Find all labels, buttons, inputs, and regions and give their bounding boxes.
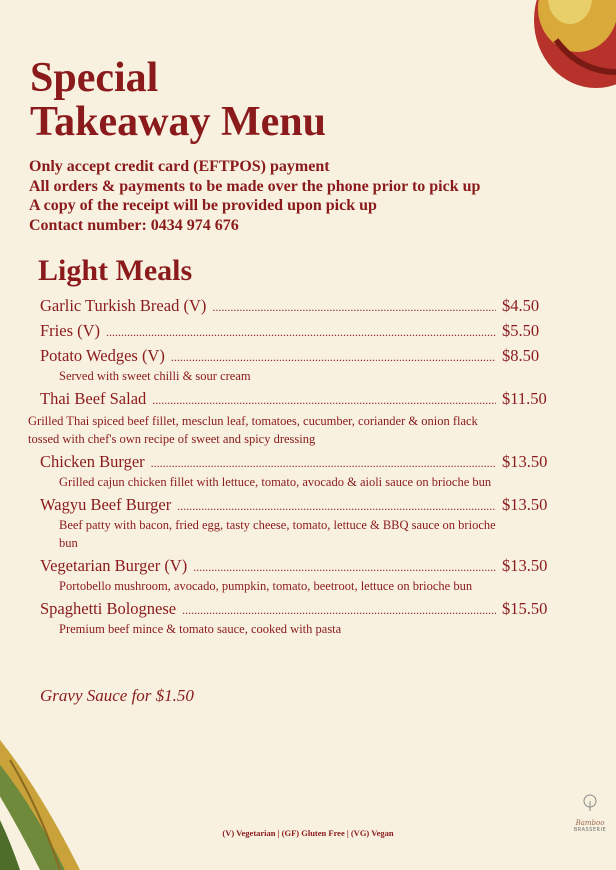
brand-logo xyxy=(568,794,612,844)
logo-script: Bamboo xyxy=(575,819,605,827)
section-title: Light Meals xyxy=(38,254,193,287)
item-description: Grilled cajun chicken fillet with lettuce, tomato, avocado & aioli sauce on brioche bun xyxy=(59,475,492,489)
item-description: Premium beef mince & tomato sauce, cooked with pasta xyxy=(59,622,342,636)
item-price: $5.50 xyxy=(502,321,540,340)
leader-dots xyxy=(152,390,496,410)
item-name: Chicken Burger xyxy=(40,452,145,471)
leader-dots xyxy=(182,600,496,620)
leader-dots xyxy=(106,322,496,342)
menu-item xyxy=(40,495,560,552)
leader-dots xyxy=(193,557,496,577)
item-price: $4.50 xyxy=(502,296,540,315)
notice-block xyxy=(29,157,589,235)
logo-word: BRASSERIE xyxy=(573,827,607,833)
item-price: $11.50 xyxy=(502,389,547,408)
notice-receipt: A copy of the receipt will be provided upon pick up xyxy=(29,197,377,214)
item-name: Wagyu Beef Burger xyxy=(40,495,172,514)
menu-item xyxy=(40,556,560,595)
item-description: Grilled Thai spiced beef fillet, mesclun leaf, tomatoes, cucumber, coriander & onion flack tossed with chef's own recipe of sweet and spicy dressing xyxy=(28,414,478,446)
item-description: Beef patty with bacon, fried egg, tasty cheese, tomato, lettuce & BBQ sauce on brioche bun xyxy=(59,518,496,550)
page-title xyxy=(30,56,326,144)
item-name: Spaghetti Bolognese xyxy=(40,599,177,618)
item-description: Served with sweet chilli & sour cream xyxy=(59,369,251,383)
item-price: $13.50 xyxy=(502,495,548,514)
menu-item xyxy=(40,452,560,491)
item-name: Garlic Turkish Bread (V) xyxy=(40,296,207,315)
menu-item xyxy=(40,296,560,317)
dietary-legend: (V) Vegetarian | (GF) Gluten Free | (VG) Vegan xyxy=(222,828,394,838)
item-name: Vegetarian Burger (V) xyxy=(40,556,188,575)
gravy-note: Gravy Sauce for $1.50 xyxy=(40,686,194,705)
item-price: $13.50 xyxy=(502,452,548,471)
item-name: Fries (V) xyxy=(40,321,101,340)
item-description: Portobello mushroom, avocado, pumpkin, tomato, beetroot, lettuce on brioche bun xyxy=(59,579,473,593)
menu-item xyxy=(40,346,560,385)
corn-illustration xyxy=(0,720,90,870)
item-name: Potato Wedges (V) xyxy=(40,346,165,365)
menu-item xyxy=(40,599,560,638)
tree-icon xyxy=(580,794,600,812)
notice-phone-orders: All orders & payments to be made over the phone prior to pick up xyxy=(29,177,481,195)
item-price: $13.50 xyxy=(502,556,548,575)
menu-item xyxy=(40,321,560,342)
title-line-1: Special xyxy=(30,55,159,101)
menu-item xyxy=(28,389,560,448)
title-line-2: Takeaway Menu xyxy=(30,99,326,145)
item-price: $8.50 xyxy=(502,346,540,365)
leader-dots xyxy=(171,347,496,367)
leader-dots xyxy=(212,297,496,317)
menu-list xyxy=(28,296,560,642)
item-name: Thai Beef Salad xyxy=(40,389,147,408)
item-price: $15.50 xyxy=(502,599,548,618)
leader-dots xyxy=(177,496,496,516)
notice-contact: Contact number: 0434 974 676 xyxy=(29,216,239,234)
fruit-illustration xyxy=(516,0,616,100)
leader-dots xyxy=(151,453,496,473)
notice-payment: Only accept credit card (EFTPOS) payment xyxy=(29,158,330,175)
